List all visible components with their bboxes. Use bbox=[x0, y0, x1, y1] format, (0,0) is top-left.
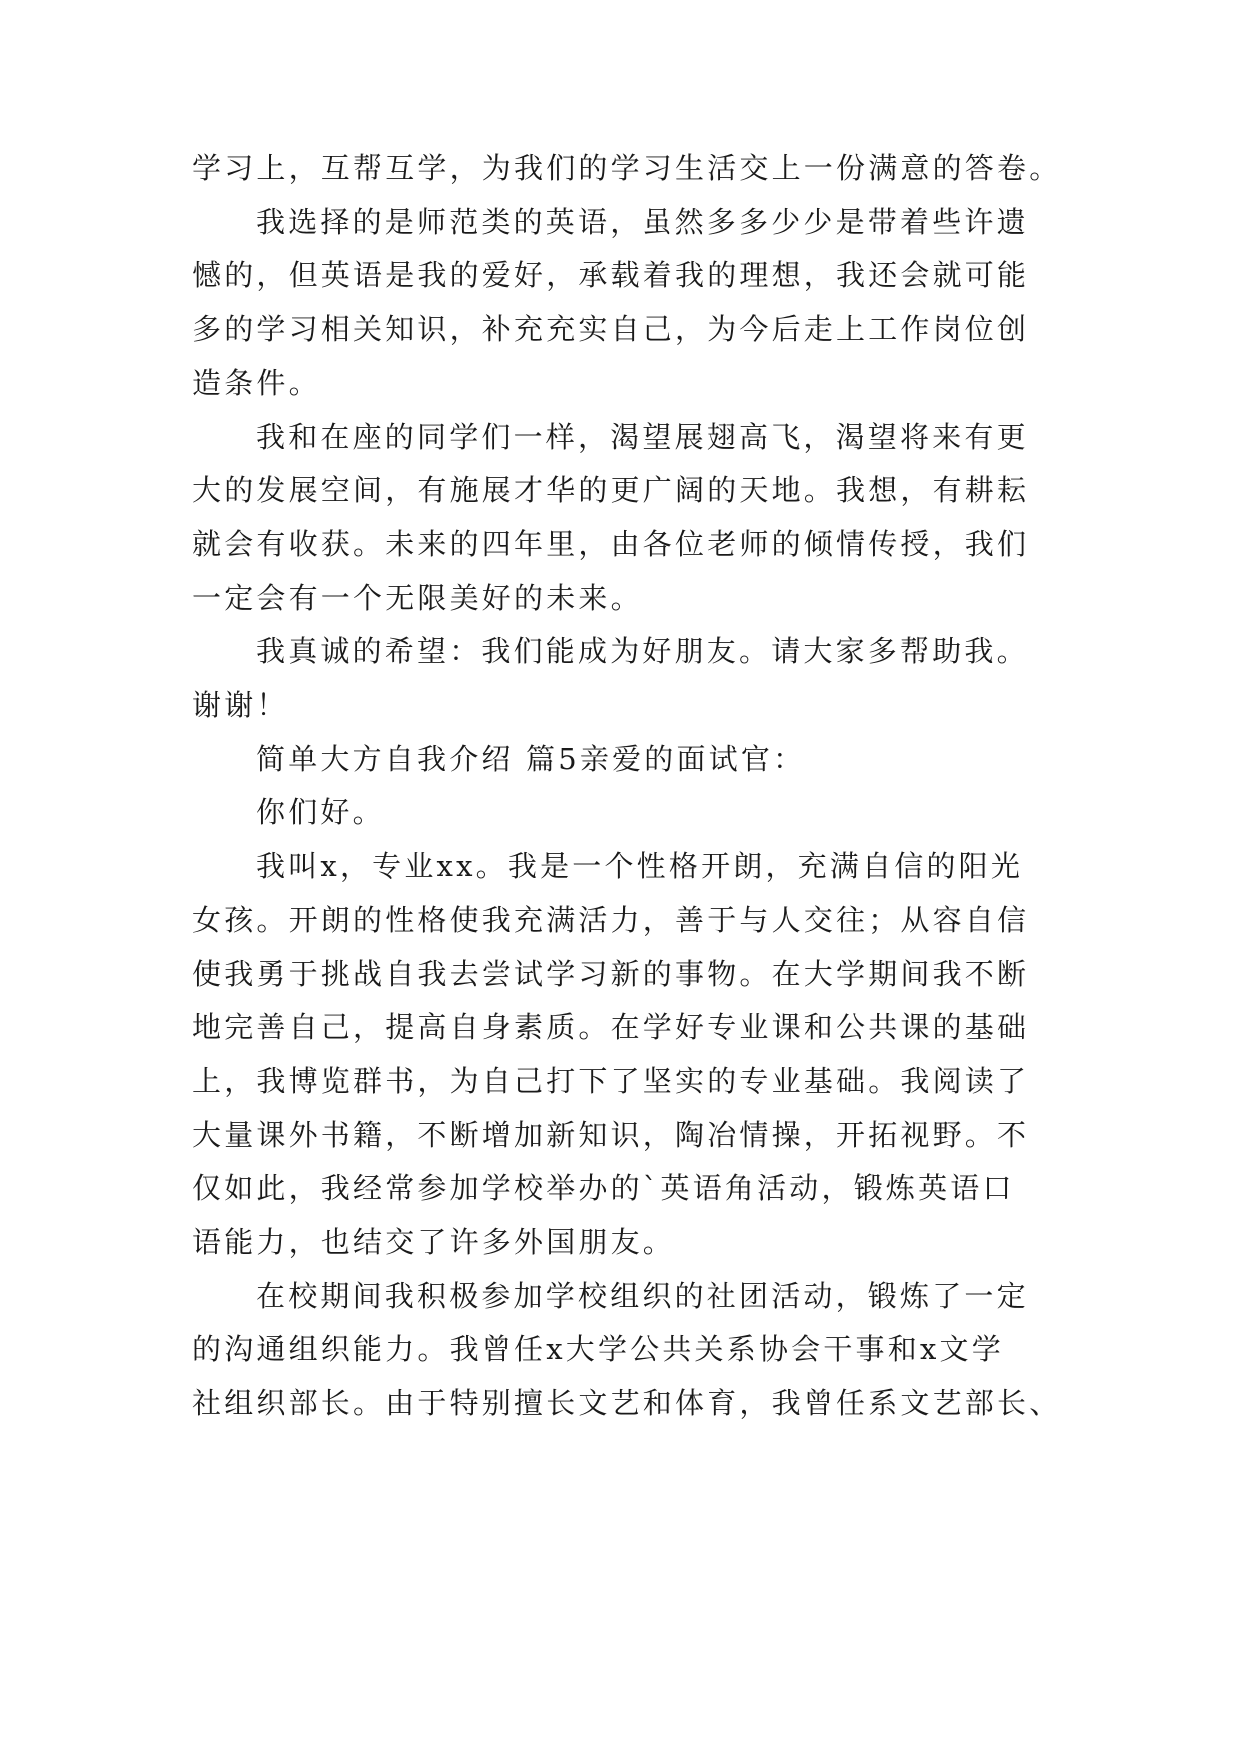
text-line: 仅如此，我经常参加学校举办的`英语角活动，锻炼英语口 bbox=[192, 1171, 1015, 1206]
text-line: 你们好。 bbox=[256, 795, 385, 830]
text-line: 学习上，互帮互学，为我们的学习生活交上一份满意的答卷。 bbox=[192, 151, 1062, 185]
text-line: 的沟通组织能力。我曾任x大学公共关系协会干事和x文学 bbox=[192, 1332, 1004, 1367]
text-line: 多的学习相关知识，补充充实自己，为今后走上工作岗位创 bbox=[192, 312, 1030, 347]
text-line: 我叫x，专业xx。我是一个性格开朗，充满自信的阳光 bbox=[256, 849, 1024, 884]
text-line: 大量课外书籍，不断增加新知识，陶冶情操，开拓视野。不 bbox=[192, 1117, 1030, 1152]
text-line: 就会有收获。未来的四年里，由各位老师的倾情传授，我们 bbox=[192, 526, 1030, 561]
text-line: 上，我博览群书，为自己打下了坚实的专业基础。我阅读了 bbox=[192, 1063, 1030, 1098]
text-line: 造条件。 bbox=[192, 365, 321, 400]
text-line: 地完善自己，提高自身素质。在学好专业课和公共课的基础 bbox=[192, 1010, 1030, 1045]
text-line: 简单大方自我介绍 篇5亲爱的面试官： bbox=[256, 741, 806, 776]
text-line: 大的发展空间，有施展才华的更广阔的天地。我想，有耕耘 bbox=[192, 473, 1030, 508]
text-line: 憾的，但英语是我的爱好，承载着我的理想，我还会就可能 bbox=[192, 258, 1030, 293]
text-line: 社组织部长。由于特别擅长文艺和体育，我曾任系文艺部长、 bbox=[192, 1386, 1062, 1421]
text-line: 我和在座的同学们一样，渴望展翅高飞，渴望将来有更 bbox=[256, 419, 1029, 454]
text-line: 在校期间我积极参加学校组织的社团活动，锻炼了一定 bbox=[256, 1278, 1029, 1313]
text-line: 我真诚的希望：我们能成为好朋友。请大家多帮助我。 bbox=[256, 634, 1029, 669]
text-line: 女孩。开朗的性格使我充满活力，善于与人交往；从容自信 bbox=[192, 902, 1030, 937]
text-line: 谢谢！ bbox=[192, 688, 289, 722]
text-line: 一定会有一个无限美好的未来。 bbox=[192, 580, 643, 615]
text-line: 语能力，也结交了许多外国朋友。 bbox=[192, 1225, 676, 1259]
text-line: 我选择的是师范类的英语，虽然多多少少是带着些许遗 bbox=[256, 204, 1029, 239]
text-line: 使我勇于挑战自我去尝试学习新的事物。在大学期间我不断 bbox=[192, 956, 1030, 991]
